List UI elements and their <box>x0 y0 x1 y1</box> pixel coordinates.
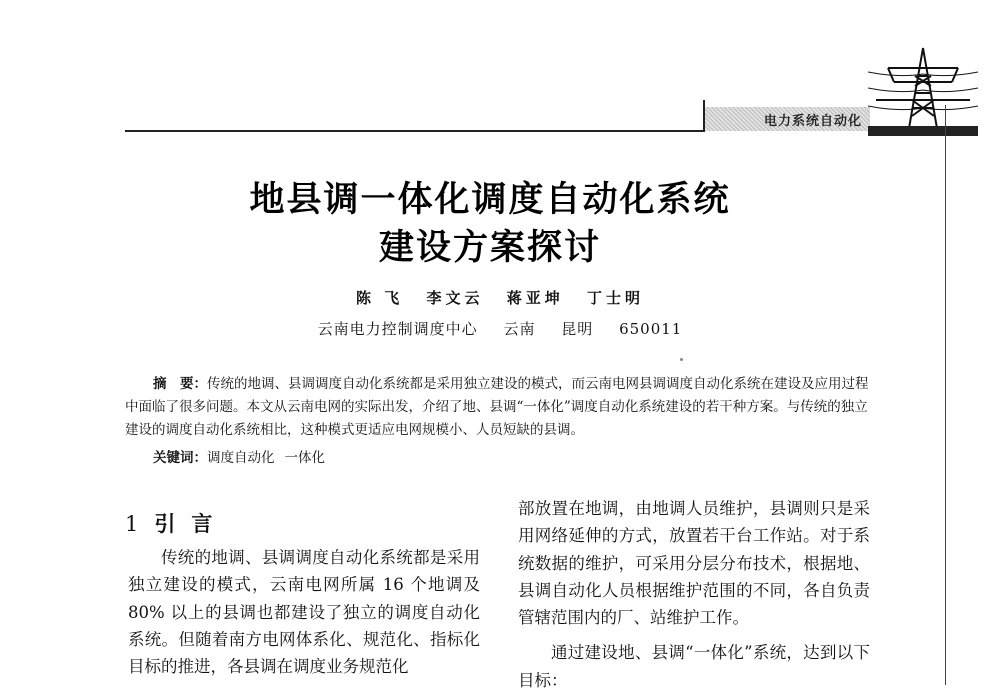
keyword: 调度自动化 <box>207 450 275 466</box>
affiliation-org: 云南电力控制调度中心 <box>317 320 478 338</box>
affiliation-province: 云南 <box>503 320 536 338</box>
abstract <box>125 373 880 442</box>
journal-section-banner <box>705 107 870 131</box>
section-heading <box>125 508 228 538</box>
section-number: 1 <box>125 512 139 536</box>
author-name: 陈 飞 <box>356 289 404 307</box>
abstract-label: 摘 要： <box>153 376 207 392</box>
affiliation-city: 昆明 <box>561 320 594 338</box>
banner-label: 电力系统自动化 <box>763 113 862 129</box>
affiliation-postcode: 650011 <box>619 320 683 338</box>
author-name: 蒋亚坤 <box>506 289 564 307</box>
body-paragraph: 部放置在地调，由地调人员维护，县调则只是采用网络延伸的方式，放置若干台工作站。对于系统数据的维护，可采用分层分布技术，根据地、县调自动化人员根据维护范围的不同，各自负责管辖范围内的厂、站维护工作。 <box>518 499 870 628</box>
body-paragraph: 通过建设地、县调“一体化”系统，达到以下目标： <box>518 643 870 690</box>
keywords-label: 关键词： <box>153 450 207 466</box>
author-name: 李文云 <box>426 289 484 307</box>
affiliation <box>0 318 1000 339</box>
article-title-line-1: 地县调一体化调度自动化系统 <box>249 180 731 220</box>
scan-speck <box>680 358 683 361</box>
section-title: 引言 <box>154 512 229 536</box>
body-paragraph: 传统的地调、县调调度自动化系统都是采用独立建设的模式，云南电网所属 16 个地调及 80% 以上的县调也都建设了独立的调度自动化系统。但随着南方电网体系化、规范化、指标化目标的推进，各县调在调度业务规范化 <box>128 548 480 677</box>
article-title-line-2: 建设方案探讨 <box>378 228 601 268</box>
abstract-text: 传统的地调、县调调度自动化系统都是采用独立建设的模式，而云南电网县调调度自动化系统在建设及应用过程中面临了很多问题。本文从云南电网的实际出发，介绍了地、县调“一体化”调度自动化系统建设的若干种方案。与传统的独立建设的调度自动化系统相比，这种模式更适应电网规模小、人员短缺的县调。 <box>125 376 869 438</box>
transmission-tower-icon <box>868 38 978 136</box>
left-column <box>128 544 480 680</box>
author-list <box>0 287 1000 308</box>
author-name: 丁士明 <box>586 289 644 307</box>
keyword: 一体化 <box>284 450 325 466</box>
header-rule <box>125 130 705 132</box>
keywords <box>153 446 335 466</box>
right-column <box>518 495 870 694</box>
